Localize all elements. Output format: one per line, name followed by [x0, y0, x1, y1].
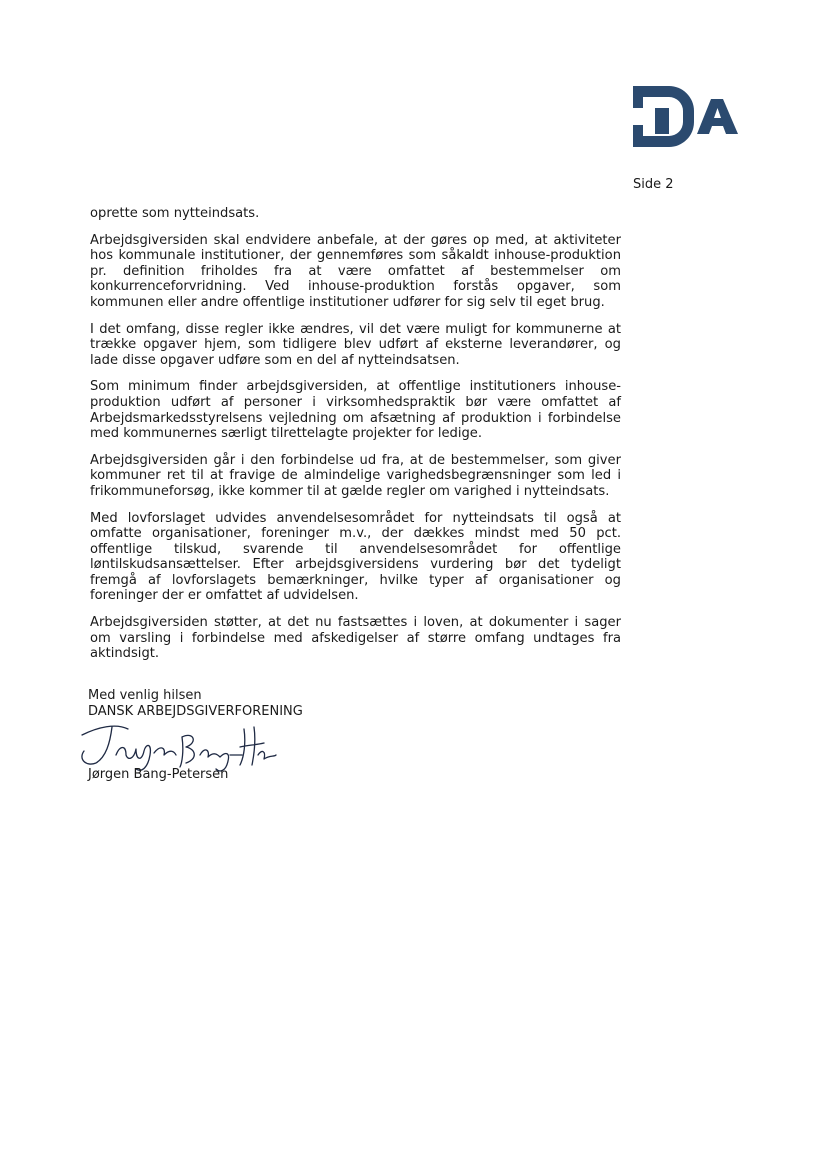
- logo-d-bar: [655, 108, 669, 134]
- da-logo: [633, 86, 740, 147]
- logo-a-letter: [697, 99, 738, 134]
- paragraph: oprette som nytteindsats.: [90, 206, 260, 221]
- paragraph: I det omfang, disse regler ikke ændres, vil det være muligt for kommunerne at trække opgaver hjem, som tidligere blev udført af eksterne leverandører, og lade disse opgaver udføre som en del af nytteindsatsen.: [90, 321, 621, 368]
- signer-name: Jørgen Bang-Petersen: [88, 767, 229, 782]
- letter-body: [90, 206, 621, 673]
- closing-greeting: Med venlig hilsen: [88, 688, 202, 703]
- paragraph: Med lovforslaget udvides anvendelsesområdet for nytteindsats til også at omfatte organisationer, foreninger m.v., der dækkes mindst med 50 pct. offentlige tilskud, svarende til anvendelsesområdet for offentlige løntilskudsansættelser. Efter arbejdsgiversidens vurdering bør det tydeligt fremgå af lovforslagets bemærkninger, hvilke typer af organisationer og foreninger der er omfattet af udvidelsen.: [90, 510, 621, 604]
- paragraph: Arbejdsgiversiden støtter, at det nu fastsættes i loven, at dokumenter i sager om varsling i forbindelse med afskedigelser af større omfang undtages fra aktindsigt.: [90, 615, 621, 662]
- paragraph: Arbejdsgiversiden går i den forbindelse ud fra, at de bestemmelser, som giver kommuner ret til at fravige de almindelige varighedsbegrænsninger som led i frikommuneforsøg, ikke kommer til at gælde regler om varighed i nytteindsats.: [90, 452, 621, 499]
- closing-organization: DANSK ARBEJDSGIVERFORENING: [88, 704, 303, 719]
- paragraph: Arbejdsgiversiden skal endvidere anbefale, at der gøres op med, at aktiviteter hos kommunale institutioner, der gennemføres som såkaldt inhouse-produktion pr. definition friholdes fra at være omfattet af bestemmelser om konkurrenceforvridning. Ved inhouse-produktion forstås opgaver, som kommunen eller andre offentlige institutioner udfører for sig selv til eget brug.: [90, 232, 621, 310]
- paragraph: Som minimum finder arbejdsgiversiden, at offentlige institutioners inhouse-produktion udført af personer i virksomhedspraktik bør være omfattet af Arbejdsmarkedsstyrelsens vejledning om afsætning af produktion i forbindelse med kommunernes særligt tilrettelagte projekter for ledige.: [90, 379, 621, 442]
- page-number: Side 2: [633, 177, 674, 192]
